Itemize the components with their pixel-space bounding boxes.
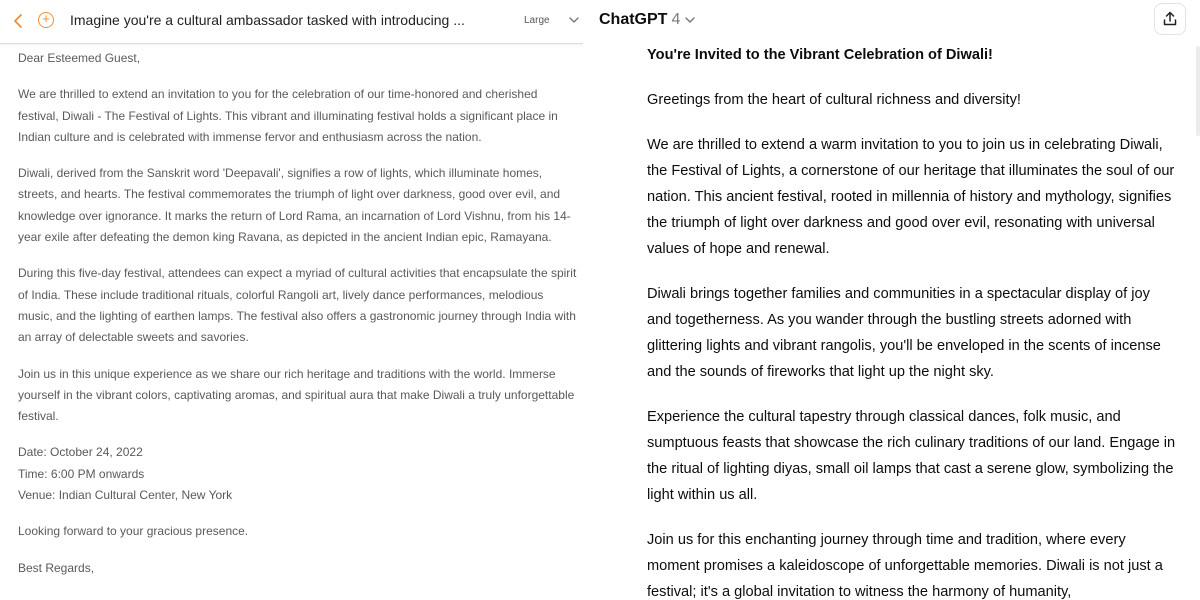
- left-message: [18, 48, 578, 594]
- back-icon[interactable]: [10, 11, 26, 31]
- right-pane: [586, 0, 1200, 600]
- paragraph: Join us in this unique experience as we share our rich heritage and traditions with the world. Immerse yourself in the vibrant colors, captivating aromas, and spiritual aura that make Diwali a truly unforgettable festival.: [18, 366, 575, 424]
- message-heading: You're Invited to the Vibrant Celebration of Diwali!: [647, 47, 993, 63]
- event-venue: Venue: Indian Cultural Center, New York: [18, 488, 233, 503]
- paragraph: We are thrilled to extend a warm invitation to you to join us in celebrating Diwali, the Festival of Lights, a cornerstone of our heritage that illuminates the soul of our nation. This ancient festival, rooted in millennia of history and mythology, signifies the triumph of light over darkness and good over evil, resonating with universal values of hope and renewal.: [647, 137, 1175, 257]
- scrollbar[interactable]: [1196, 46, 1200, 136]
- paragraph: Diwali brings together families and communities in a spectacular display of joy and togetherness. As you wander through the bustling streets adorned with glittering lights and vibrant rangolis, you'll be enveloped in the scents of incense and the sounds of fireworks that light up the night sky.: [647, 286, 1161, 380]
- share-button[interactable]: [1154, 3, 1186, 35]
- new-chat-icon[interactable]: +: [38, 12, 54, 28]
- share-icon: [1162, 11, 1178, 27]
- model-version: 4: [671, 11, 681, 28]
- paragraph: During this five-day festival, attendees can expect a myriad of cultural activities that encapsulate the spirit of India. These include traditional rituals, colorful Rangoli art, lively dance performances, melodious music, and the lighting of earthen lamps. The festival also offers a gastronomic journey through India with an array of delectable sweets and savories.: [18, 266, 577, 345]
- event-date: Date: October 24, 2022: [18, 445, 143, 460]
- conversation-title: Imagine you're a cultural ambassador tasked with introducing ...: [70, 12, 465, 28]
- left-header: [0, 0, 583, 44]
- chevron-down-icon: [684, 14, 696, 26]
- paragraph: Greetings from the heart of cultural richness and diversity!: [647, 92, 1021, 108]
- left-pane: [0, 0, 583, 600]
- signoff: Best Regards,: [18, 560, 95, 575]
- closing-line: Looking forward to your gracious presence.: [18, 524, 249, 539]
- paragraph: Diwali, derived from the Sanskrit word 'Deepavali', signifies a row of lights, which illuminate homes, streets, and hearts. The festival commemorates the triumph of light over darkness, good over evil, and knowledge over ignorance. It marks the return of Lord Rama, an incarnation of Lord Vishnu, from his 14-year exile after defeating the demon king Ravana, as depicted in the ancient Indian epic, Ramayana.: [18, 166, 571, 245]
- model-selector[interactable]: [599, 11, 696, 29]
- size-select[interactable]: Large: [524, 15, 550, 26]
- chevron-down-icon[interactable]: [568, 13, 580, 27]
- assistant-message: [647, 42, 1177, 600]
- paragraph: Experience the cultural tapestry through classical dances, folk music, and sumptuous feasts that showcase the rich culinary traditions of our land. Engage in the ritual of lighting diyas, small oil lamps that cast a serene glow, symbolizing the light within us all.: [647, 409, 1176, 503]
- model-name: ChatGPT: [599, 11, 668, 28]
- paragraph: Join us for this enchanting journey through time and tradition, where every moment promises a kaleidoscope of unforgettable memories. Diwali is not just a festival; it's a global invitation to witness the harmony of humanity,: [647, 532, 1163, 600]
- paragraph: We are thrilled to extend an invitation to you for the celebration of our time-honored and cherished festival, Diwali - The Festival of Lights. This vibrant and illuminating festival holds a significant place in Indian culture and is celebrated with immense fervor and enthusiasm across the nation.: [18, 87, 558, 144]
- greeting: Dear Esteemed Guest,: [18, 51, 141, 65]
- event-time: Time: 6:00 PM onwards: [18, 466, 145, 481]
